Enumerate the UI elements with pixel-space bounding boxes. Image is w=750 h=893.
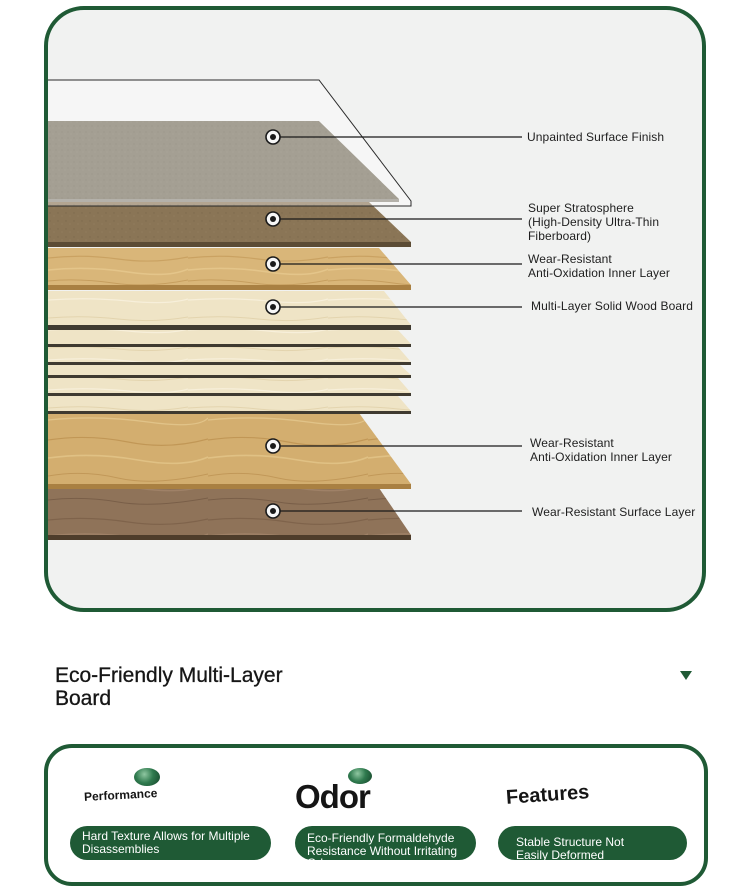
layer-diagram-panel (44, 6, 706, 612)
green-droplet-icon (134, 768, 160, 786)
feature-pill-stability: Stable Structure Not Easily Deformed (498, 826, 687, 860)
feature-pill-durability: Hard Texture Allows for Multiple Disassemblies (70, 826, 271, 860)
features-card (44, 744, 708, 886)
badge-features: Features (505, 781, 591, 809)
feature-pill-odor: Eco-Friendly Formaldehyde Resistance Without Irritating Odor (295, 826, 476, 860)
badge-odor: Odor (295, 778, 370, 815)
caret-down-icon[interactable] (680, 671, 692, 680)
label-surface-layer: Wear-Resistant Surface Layer (532, 505, 696, 519)
layer-surface-finish (48, 80, 411, 206)
badge-performance: Performance (83, 786, 158, 804)
label-fiberboard: Super Stratosphere (High-Density Ultra-Thin Fiberboard) (528, 201, 660, 243)
layer-inner-oak-lower (48, 413, 411, 489)
layer-surface-walnut (48, 488, 411, 540)
label-inner-layer-top: Wear-Resistant Anti-Oxidation Inner Layer (528, 252, 671, 280)
label-inner-layer-bottom: Wear-Resistant Anti-Oxidation Inner Layer (530, 436, 673, 464)
label-surface-finish: Unpainted Surface Finish (527, 130, 665, 144)
layer-fiberboard (48, 202, 411, 247)
layer-inner-oak-upper (48, 248, 411, 290)
layer-veneer-plies (48, 291, 411, 414)
product-title: Eco-Friendly Multi-Layer Board (55, 664, 283, 710)
label-solid-wood: Multi-Layer Solid Wood Board (531, 299, 693, 313)
